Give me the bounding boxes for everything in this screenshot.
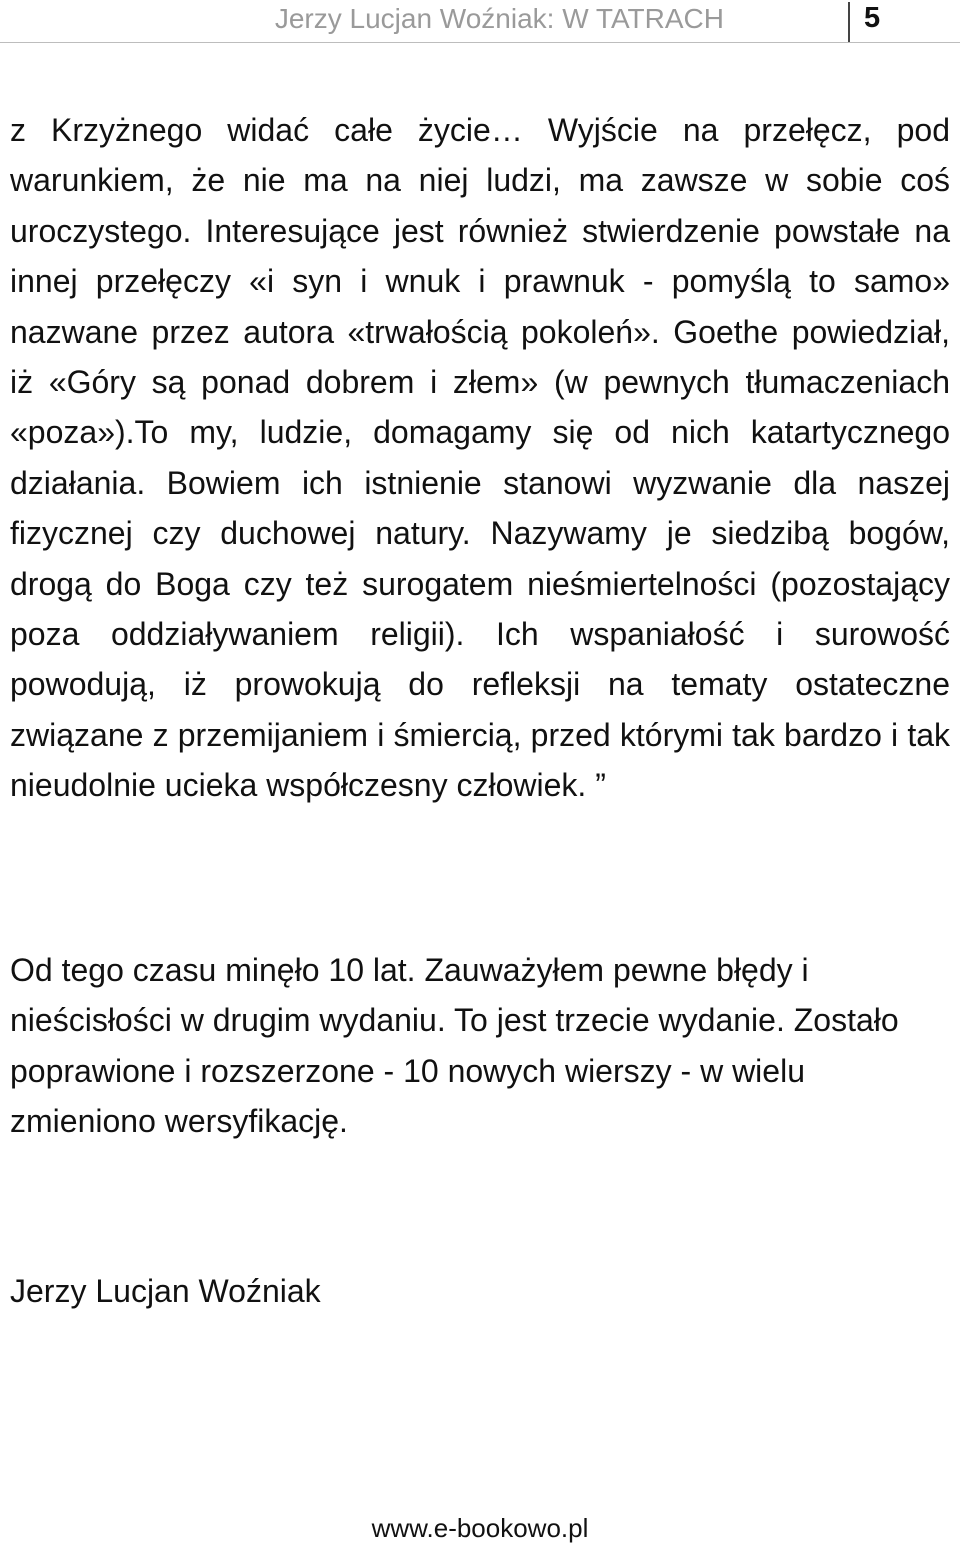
author-signature: Jerzy Lucjan Woźniak	[10, 1273, 321, 1309]
footer-url[interactable]: www.e-bookowo.pl	[371, 1513, 589, 1543]
header-divider	[848, 2, 850, 42]
body-paragraph-1: z Krzyżnego widać całe życie… Wyjście na przełęcz, pod warunkiem, że nie ma na niej ludzi, ma zawsze w sobie coś uroczystego. Interesujące jest również stwierdzenie powstałe na innej przełęczy «i syn i wnuk i prawnuk - pomyślą to samo» nazwane przez autora «trwałością pokoleń». Goethe powiedział, iż «Góry są ponad dobrem i złem» (w pewnych tłumaczeniach «poza»).To my, ludzie, domagamy się od nich katartycznego działania. Bowiem ich istnienie stanowi wyzwanie dla naszej fizycznej czy duchowej natury. Nazywamy je siedzibą bogów, drogą do Boga czy też surogatem nieśmiertelności (pozostający poza oddziaływaniem religii). Ich wspaniałość i surowość powodują, iż prowokują do refleksji na tematy ostateczne związane z przemijaniem i śmiercią, przed którymi tak bardzo i tak nieudolnie ucieka współczesny człowiek. ”	[10, 112, 950, 804]
body-paragraph-2: Od tego czasu minęło 10 lat. Zauważyłem pewne błędy i nieścisłości w drugim wydaniu. To jest trzecie wydanie. Zostało poprawione i rozszerzone - 10 nowych wierszy - w wielu zmieniono wersyfikację.	[10, 952, 899, 1140]
page-number: 5	[864, 2, 881, 34]
page-header	[0, 0, 960, 43]
running-title: Jerzy Lucjan Woźniak: W TATRACH	[274, 3, 724, 34]
